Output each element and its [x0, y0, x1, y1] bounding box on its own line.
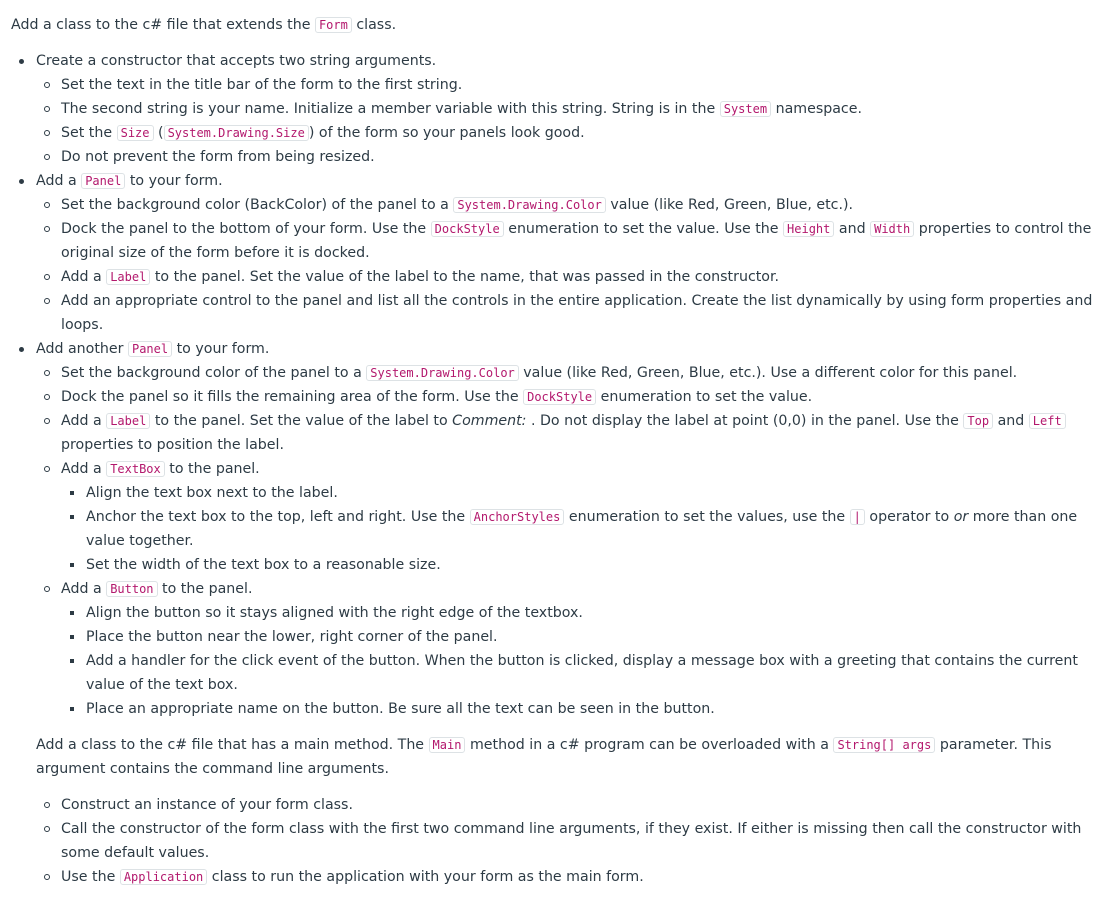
list-item: Anchor the text box to the top, left and right. Use the AnchorStyles enumeration to set the values, use the | operator to or more than one value together. [61, 505, 1100, 553]
list-item: Align the text box next to the label. [61, 481, 1100, 505]
list-item: Add a handler for the click event of the button. When the button is clicked, display a message box with a greeting that contains the current value of the text box. [61, 649, 1100, 697]
code-label: Label [106, 269, 150, 285]
intro-paragraph: Add a class to the c# file that extends the Form class. [11, 17, 397, 33]
code-system-drawing-size: System.Drawing.Size [164, 125, 309, 141]
list-item: Set the text in the title bar of the form to the first string. [36, 73, 1100, 97]
textbox-sublist [61, 481, 1100, 577]
list-item: The second string is your name. Initialize a member variable with this string. String is in the System namespace. [36, 97, 1100, 121]
list-item-second-panel: Add another Panel to your form. Set the background color of the panel to a System.Drawing.Color value (like Red, Green, Blue, etc.). Use a different color for this panel. Dock the panel so it fills the remaining area of the form. Use the DockStyle enumeration to set the value. Add a Label to the panel. Set the value of the label to Comment: . Do not display the label at point (0,0) in the panel. Use the Top and Left properties to position the label. Add a TextBox to the panel. Align the text box next to the label. Anchor the text box to the top, left and right. Use the AnchorStyles enumeration to set the values, use the | operator to or more than one value together. Set the width of the text box to a reasonable size. Add a Button to the panel. Align the button so it stays aligned with the right edge of the textbox. Place the button near the lower, right corner of the panel. Add a handler for the click event of the button. When the button is clicked, display a message box with a greeting that contains the current value of the text box. Place an appropriate name on the button. Be sure all the text can be seen in the button. [11, 337, 1100, 721]
list-item: Place an appropriate name on the button. Be sure all the text can be seen in the button. [61, 697, 1100, 721]
code-left: Left [1029, 413, 1066, 429]
list-item: Construct an instance of your form class. [36, 793, 1100, 817]
code-form: Form [315, 17, 352, 33]
list-item-textbox: Add a TextBox to the panel. Align the text box next to the label. Anchor the text box to the top, left and right. Use the AnchorStyles enumeration to set the values, use the | operator to or more than one value together. Set the width of the text box to a reasonable size. [36, 457, 1100, 577]
code-width: Width [870, 221, 914, 237]
code-size: Size [117, 125, 154, 141]
list-item: Use the Application class to run the application with your form as the main form. [36, 865, 1100, 889]
list-item: Do not prevent the form from being resized. [36, 145, 1100, 169]
list-item: Place the button near the lower, right corner of the panel. [61, 625, 1100, 649]
code-main: Main [429, 737, 466, 753]
code-string-args: String[] args [833, 737, 935, 753]
list-item: Dock the panel so it fills the remaining area of the form. Use the DockStyle enumeration to set the value. [36, 385, 1100, 409]
main-method-list [36, 793, 1100, 889]
code-top: Top [963, 413, 993, 429]
list-item: Align the button so it stays aligned with the right edge of the textbox. [61, 601, 1100, 625]
list-item: Set the Size ( System.Drawing.Size ) of the form so your panels look good. [36, 121, 1100, 145]
code-textbox: TextBox [106, 461, 165, 477]
code-dockstyle: DockStyle [431, 221, 504, 237]
list-item-first-panel: Add a Panel to your form. Set the background color (BackColor) of the panel to a System.Drawing.Color value (like Red, Green, Blue, etc.). Dock the panel to the bottom of your form. Use the DockStyle enumeration to set the value. Use the Height and Width properties to control the original size of the form before it is docked. Add a Label to the panel. Set the value of the label to the name, that was passed in the constructor. Add an appropriate control to the panel and list all the controls in the entire application. Create the list dynamically by using form properties and loops. [11, 169, 1100, 337]
list-item: Set the background color (BackColor) of the panel to a System.Drawing.Color value (like Red, Green, Blue, etc.). [36, 193, 1100, 217]
button-sublist [61, 601, 1100, 721]
code-button: Button [106, 581, 157, 597]
code-system-drawing-color: System.Drawing.Color [366, 365, 519, 381]
code-panel: Panel [81, 173, 125, 189]
second-panel-sublist [36, 361, 1100, 721]
code-system-drawing-color: System.Drawing.Color [453, 197, 606, 213]
constructor-sublist [36, 73, 1100, 169]
main-method-paragraph: Add a class to the c# file that has a main method. The Main method in a c# program can be overloaded with a String[] args parameter. This argument contains the command line arguments. [36, 737, 1052, 777]
list-item: Call the constructor of the form class with the first two command line arguments, if they exist. If either is missing then call the constructor with some default values. [36, 817, 1100, 865]
list-item: Add a Label to the panel. Set the value of the label to Comment: . Do not display the label at point (0,0) in the panel. Use the Top and Left properties to position the label. [36, 409, 1100, 457]
list-item-button: Add a Button to the panel. Align the button so it stays aligned with the right edge of the textbox. Place the button near the lower, right corner of the panel. Add a handler for the click event of the button. When the button is clicked, display a message box with a greeting that contains the current value of the text box. Place an appropriate name on the button. Be sure all the text can be seen in the button. [36, 577, 1100, 721]
code-panel: Panel [128, 341, 172, 357]
list-item: Add a Label to the panel. Set the value of the label to the name, that was passed in the constructor. [36, 265, 1100, 289]
code-application: Application [120, 869, 207, 885]
list-item: Set the width of the text box to a reasonable size. [61, 553, 1100, 577]
list-item-constructor: Create a constructor that accepts two string arguments. Set the text in the title bar of the form to the first string. The second string is your name. Initialize a member variable with this string. String is in the System namespace. Set the Size ( System.Drawing.Size ) of the form so your panels look good. Do not prevent the form from being resized. [11, 49, 1100, 169]
list-item: Set the background color of the panel to a System.Drawing.Color value (like Red, Green, Blue, etc.). Use a different color for this panel. [36, 361, 1100, 385]
comment-text: Comment: [452, 413, 527, 429]
requirements-list [11, 49, 1100, 721]
code-dockstyle: DockStyle [523, 389, 596, 405]
first-panel-sublist [36, 193, 1100, 337]
list-item: Add an appropriate control to the panel and list all the controls in the entire application. Create the list dynamically by using form properties and loops. [36, 289, 1100, 337]
or-text: or [953, 509, 969, 525]
code-height: Height [783, 221, 834, 237]
code-label: Label [106, 413, 150, 429]
code-anchorstyles: AnchorStyles [470, 509, 565, 525]
list-item: Dock the panel to the bottom of your form. Use the DockStyle enumeration to set the value. Use the Height and Width properties to control the original size of the form before it is docked. [36, 217, 1100, 265]
code-pipe-operator: | [850, 509, 865, 525]
code-system: System [720, 101, 771, 117]
